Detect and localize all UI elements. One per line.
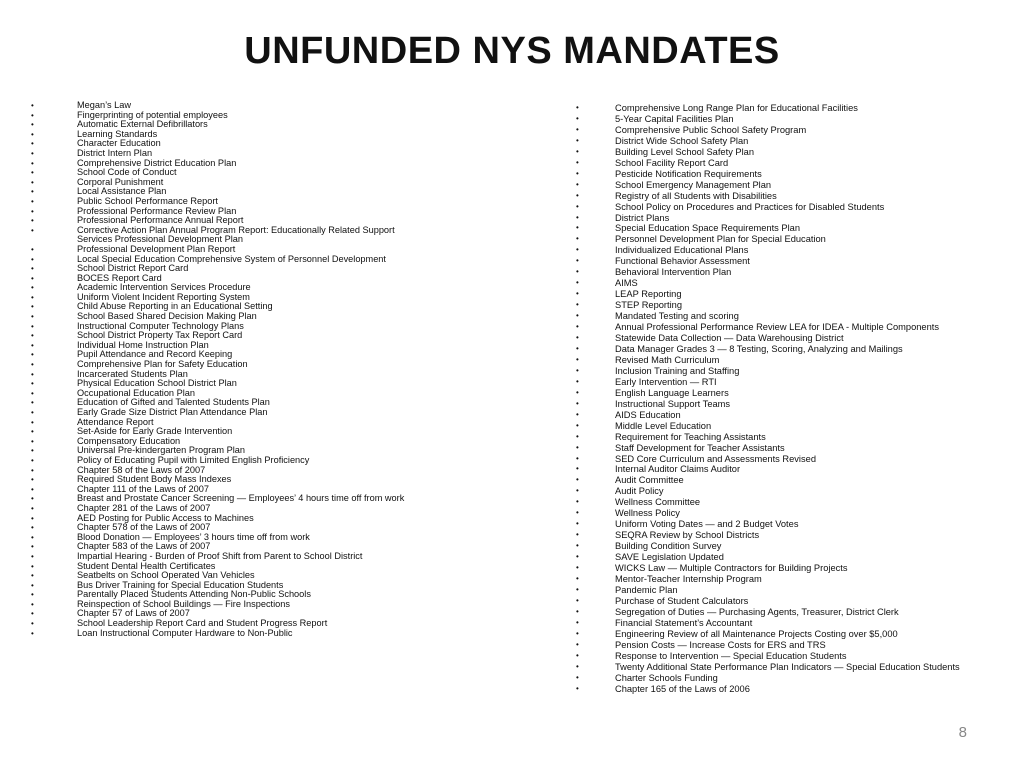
list-item-text: Requirement for Teaching Assistants bbox=[615, 431, 766, 442]
list-item bbox=[576, 245, 1015, 256]
bullet-icon: • bbox=[31, 465, 34, 475]
bullet-icon: • bbox=[31, 523, 34, 533]
list-item-text: Learning Standards bbox=[77, 128, 158, 139]
list-item bbox=[576, 113, 1015, 125]
list-item-text: AIDS Education bbox=[615, 409, 681, 420]
page-number: 8 bbox=[958, 724, 967, 741]
list-item-text: School Facility Report Card bbox=[615, 157, 729, 168]
list-item-text: Occupational Education Plan bbox=[77, 387, 195, 398]
list-item bbox=[576, 333, 1015, 344]
list-item bbox=[576, 453, 1015, 465]
list-item-text: Purchase of Student Calculators bbox=[615, 595, 749, 606]
list-item-text: Chapter 583 of the Laws of 2007 bbox=[77, 541, 211, 552]
list-item-text: Mandated Testing and scoring bbox=[615, 311, 739, 322]
list-item-text: Incarcerated Students Plan bbox=[77, 368, 188, 379]
list-item-text: Chapter 111 of the Laws of 2007 bbox=[77, 483, 209, 494]
bullet-icon: • bbox=[31, 571, 34, 581]
bullet-icon: • bbox=[576, 628, 579, 638]
list-item-text: School District Property Tax Report Card bbox=[77, 330, 243, 341]
bullet-icon: • bbox=[576, 146, 579, 156]
list-item-text: Wellness Committee bbox=[615, 497, 701, 508]
list-item bbox=[576, 267, 1015, 278]
bullet-icon: • bbox=[31, 244, 34, 254]
list-item-text: English Language Learners bbox=[615, 387, 729, 398]
bullet-icon: • bbox=[576, 453, 579, 463]
list-item-text: Uniform Violent Incident Reporting System bbox=[77, 291, 250, 302]
list-item-text: Registry of all Students with Disabilities bbox=[615, 190, 777, 201]
list-item bbox=[576, 135, 1015, 147]
list-item-text: Pandemic Plan bbox=[615, 584, 678, 595]
bullet-icon: • bbox=[31, 206, 34, 216]
bullet-icon: • bbox=[576, 617, 579, 627]
bullet-icon: • bbox=[31, 254, 34, 264]
bullet-icon: • bbox=[31, 292, 34, 302]
bullet-icon: • bbox=[576, 157, 579, 167]
bullet-icon: • bbox=[31, 273, 34, 283]
list-item bbox=[576, 431, 1015, 443]
bullet-icon: • bbox=[576, 354, 579, 364]
list-item-text: Chapter 578 of the Laws of 2007 bbox=[77, 522, 211, 533]
bullet-icon: • bbox=[31, 503, 34, 513]
bullet-icon: • bbox=[31, 551, 34, 561]
bullet-icon: • bbox=[576, 409, 579, 419]
list-item-text: School Policy on Procedures and Practices for Disabled Students bbox=[615, 201, 885, 212]
bullet-icon: • bbox=[31, 542, 34, 552]
list-item-text: Inclusion Training and Staffing bbox=[615, 365, 740, 376]
slide-title: UNFUNDED NYS MANDATES bbox=[244, 30, 780, 72]
list-item-text: BOCES Report Card bbox=[77, 272, 162, 283]
list-item-text: Financial Statement’s Accountant bbox=[615, 617, 753, 628]
list-item bbox=[576, 617, 1015, 629]
bullet-icon: • bbox=[576, 365, 579, 375]
list-item bbox=[576, 639, 1015, 651]
bullet-icon: • bbox=[31, 110, 34, 120]
list-item bbox=[576, 300, 1015, 311]
bullet-icon: • bbox=[31, 196, 34, 206]
bullet-icon: • bbox=[576, 256, 579, 266]
list-item-text: WICKS Law — Multiple Contractors for Building Projects bbox=[615, 563, 848, 574]
bullet-icon: • bbox=[31, 513, 34, 523]
bullet-icon: • bbox=[576, 278, 579, 288]
bullet-icon: • bbox=[576, 267, 579, 277]
bullet-icon: • bbox=[31, 168, 34, 178]
list-item bbox=[576, 234, 1015, 245]
bullet-icon: • bbox=[576, 672, 579, 682]
list-item bbox=[576, 497, 1015, 508]
list-item-text: Chapter 57 of Laws of 2007 bbox=[77, 608, 190, 619]
list-item-text: Personnel Development Plan for Special Education bbox=[615, 234, 826, 245]
list-item-text: Mentor-Teacher Internship Program bbox=[615, 573, 762, 584]
list-item-text: Uniform Voting Dates — and 2 Budget Votes bbox=[615, 519, 799, 530]
list-item bbox=[576, 157, 1015, 169]
list-item bbox=[576, 563, 1015, 574]
list-item-text: STEP Reporting bbox=[615, 300, 683, 311]
list-item bbox=[576, 354, 1015, 366]
list-item-text: Statewide Data Collection — Data Warehousing District bbox=[615, 333, 844, 344]
list-item-text: Corporal Punishment bbox=[77, 176, 164, 187]
list-item-text: Corrective Action Plan Annual Program Report: Educationally Related Support Services Professional Development Plan bbox=[77, 224, 395, 245]
list-item-text: Required Student Body Mass Indexes bbox=[77, 474, 232, 485]
list-item bbox=[576, 442, 1015, 454]
list-item-text: Audit Committee bbox=[615, 475, 684, 486]
bullet-icon: • bbox=[576, 179, 579, 189]
list-item-text: Pupil Attendance and Record Keeping bbox=[77, 349, 233, 360]
bullet-icon: • bbox=[31, 455, 34, 465]
list-item-text: Loan Instructional Computer Hardware to Non-Public bbox=[77, 627, 293, 638]
bullet-icon: • bbox=[576, 639, 579, 649]
list-item-text: Professional Performance Annual Report bbox=[77, 215, 244, 226]
list-item-text: District Wide School Safety Plan bbox=[615, 135, 749, 146]
bullet-icon: • bbox=[31, 283, 34, 293]
bullet-icon: • bbox=[576, 563, 579, 573]
bullet-icon: • bbox=[576, 442, 579, 452]
list-item-text: Parentally Placed Students Attending Non-Public Schools bbox=[77, 589, 311, 600]
bullet-icon: • bbox=[31, 158, 34, 168]
bullet-icon: • bbox=[31, 302, 34, 312]
bullet-icon: • bbox=[576, 552, 579, 562]
list-item-text: District Plans bbox=[615, 212, 670, 223]
bullet-icon: • bbox=[576, 234, 579, 244]
list-item-text: LEAP Reporting bbox=[615, 289, 682, 300]
bullet-icon: • bbox=[576, 190, 579, 200]
list-item bbox=[576, 606, 1015, 618]
list-item bbox=[576, 376, 1015, 388]
list-item-text: Annual Professional Performance Review LEA for IDEA - Multiple Components bbox=[615, 322, 939, 333]
bullet-icon: • bbox=[31, 360, 34, 370]
list-item-text: SEQRA Review by School Districts bbox=[615, 530, 760, 541]
list-item bbox=[576, 683, 1015, 695]
bullet-icon: • bbox=[576, 595, 579, 605]
list-item-text: AIMS bbox=[615, 278, 638, 289]
bullet-icon: • bbox=[31, 331, 34, 341]
list-item-text: Local Assistance Plan bbox=[77, 186, 167, 197]
bullet-icon: • bbox=[576, 387, 579, 397]
bullet-icon: • bbox=[576, 683, 579, 693]
list-item-text: Student Dental Health Certificates bbox=[77, 560, 216, 571]
list-item bbox=[576, 661, 1015, 673]
list-item-text: Special Education Space Requirements Plan bbox=[615, 223, 801, 234]
list-item bbox=[576, 584, 1015, 596]
bullet-icon: • bbox=[576, 464, 579, 474]
list-item-text: Compensatory Education bbox=[77, 435, 181, 446]
bullet-icon: • bbox=[31, 216, 34, 226]
list-item-text: Comprehensive Long Range Plan for Educational Facilities bbox=[615, 103, 858, 113]
left-mandate-list bbox=[31, 100, 477, 638]
list-item bbox=[576, 201, 1015, 213]
list-item-text: Child Abuse Reporting in an Educational Setting bbox=[77, 301, 273, 312]
bullet-icon: • bbox=[576, 376, 579, 386]
list-item-text: Automatic External Defibrillators bbox=[77, 119, 208, 130]
bullet-icon: • bbox=[31, 599, 34, 609]
bullet-icon: • bbox=[31, 187, 34, 197]
bullet-icon: • bbox=[31, 408, 34, 417]
bullet-icon: • bbox=[31, 388, 34, 398]
list-item-text: Instructional Computer Technology Plans bbox=[77, 320, 244, 331]
list-item-text: Engineering Review of all Maintenance Projects Costing over $5,000 bbox=[615, 628, 898, 639]
list-item-text: Early Intervention — RTI bbox=[615, 376, 717, 387]
bullet-icon: • bbox=[576, 343, 579, 353]
list-item bbox=[576, 672, 1015, 684]
list-item-text: School Code of Conduct bbox=[77, 167, 177, 178]
list-item-text: Individual Home Instruction Plan bbox=[77, 339, 209, 350]
list-item bbox=[576, 103, 1015, 114]
bullet-icon: • bbox=[31, 427, 34, 437]
bullet-icon: • bbox=[31, 101, 34, 110]
list-item-text: Functional Behavior Assessment bbox=[615, 256, 750, 267]
list-item bbox=[576, 541, 1015, 552]
list-item-text: Bus Driver Training for Special Education Students bbox=[77, 579, 284, 590]
list-item-text: Fingerprinting of potential employees bbox=[77, 109, 228, 120]
bullet-icon: • bbox=[576, 497, 579, 507]
list-item-text: Comprehensive Plan for Safety Education bbox=[77, 359, 248, 370]
bullet-icon: • bbox=[576, 541, 579, 551]
list-item bbox=[576, 146, 1015, 158]
list-item bbox=[576, 650, 1015, 662]
bullet-icon: • bbox=[576, 661, 579, 671]
bullet-icon: • bbox=[31, 398, 34, 408]
bullet-icon: • bbox=[31, 379, 34, 389]
bullet-icon: • bbox=[31, 340, 34, 350]
bullet-icon: • bbox=[31, 321, 34, 331]
list-item-text: Professional Performance Review Plan bbox=[77, 205, 237, 216]
list-item bbox=[576, 552, 1015, 563]
list-item-text: AED Posting for Public Access to Machines bbox=[77, 512, 254, 523]
bullet-icon: • bbox=[576, 530, 579, 540]
list-item-text: Internal Auditor Claims Auditor bbox=[615, 464, 741, 475]
bullet-icon: • bbox=[31, 609, 34, 619]
list-item bbox=[576, 530, 1015, 541]
bullet-icon: • bbox=[31, 590, 34, 600]
list-item bbox=[576, 508, 1015, 519]
bullet-icon: • bbox=[576, 508, 579, 518]
list-item-text: Wellness Policy bbox=[615, 508, 680, 519]
list-item bbox=[576, 475, 1015, 486]
list-item bbox=[576, 190, 1015, 202]
list-item-text: School District Report Card bbox=[77, 263, 189, 274]
list-item-text: Academic Intervention Services Procedure bbox=[77, 282, 251, 293]
bullet-icon: • bbox=[31, 532, 34, 542]
list-item bbox=[576, 278, 1015, 289]
bullet-icon: • bbox=[31, 475, 34, 485]
bullet-icon: • bbox=[31, 436, 34, 446]
bullet-icon: • bbox=[576, 124, 579, 134]
bullet-icon: • bbox=[576, 398, 579, 408]
list-item-text: Instructional Support Teams bbox=[615, 398, 731, 409]
bullet-icon: • bbox=[576, 135, 579, 145]
list-item-text: Education of Gifted and Talented Students Plan bbox=[77, 397, 270, 408]
list-item-text: Charter Schools Funding bbox=[615, 672, 718, 683]
list-item-text: Revised Math Curriculum bbox=[615, 354, 720, 365]
bullet-icon: • bbox=[576, 311, 579, 321]
list-item-text: Impartial Hearing - Burden of Proof Shift from Parent to School District bbox=[77, 550, 363, 561]
list-item-text: Pesticide Notification Requirements bbox=[615, 168, 762, 179]
bullet-icon: • bbox=[576, 223, 579, 233]
list-item-text: Set-Aside for Early Grade Intervention bbox=[77, 426, 233, 437]
list-item bbox=[576, 212, 1015, 224]
list-item bbox=[576, 573, 1015, 585]
list-item bbox=[576, 311, 1015, 322]
bullet-icon: • bbox=[576, 486, 579, 496]
bullet-icon: • bbox=[576, 245, 579, 255]
list-item-text: Audit Policy bbox=[615, 486, 664, 497]
list-item-text: Megan’s Law bbox=[77, 100, 131, 110]
list-item-text: Seatbelts on School Operated Van Vehicles bbox=[77, 570, 255, 581]
bullet-icon: • bbox=[31, 494, 34, 504]
list-item bbox=[576, 486, 1015, 497]
list-item bbox=[576, 168, 1015, 180]
list-item bbox=[576, 398, 1015, 410]
list-item-text: Attendance Report bbox=[77, 416, 154, 427]
list-item-text: Middle Level Education bbox=[615, 420, 712, 431]
list-item bbox=[576, 464, 1015, 475]
bullet-icon: • bbox=[31, 120, 34, 130]
bullet-icon: • bbox=[31, 446, 34, 456]
bullet-icon: • bbox=[31, 628, 34, 638]
list-item-text: School Leadership Report Card and Student Progress Report bbox=[77, 618, 328, 629]
list-item-text: Policy of Educating Pupil with Limited English Proficiency bbox=[77, 454, 310, 465]
list-item-text: Segregation of Duties — Purchasing Agents, Treasurer, District Clerk bbox=[615, 606, 899, 617]
list-item bbox=[576, 179, 1015, 191]
list-item-text: Chapter 165 of the Laws of 2006 bbox=[615, 683, 750, 694]
bullet-icon: • bbox=[31, 264, 34, 274]
list-item bbox=[576, 519, 1015, 530]
bullet-icon: • bbox=[31, 177, 34, 187]
list-item-text: Pension Costs — Increase Costs for ERS and TRS bbox=[615, 639, 826, 650]
list-item bbox=[576, 256, 1015, 267]
list-item-text: Data Manager Grades 3 — 8 Testing, Scoring, Analyzing and Mailings bbox=[615, 343, 903, 354]
list-item bbox=[576, 595, 1015, 607]
list-item bbox=[31, 627, 477, 639]
list-item-text: District Intern Plan bbox=[77, 147, 153, 158]
list-item-text: SED Core Curriculum and Assessments Revised bbox=[615, 453, 816, 464]
bullet-icon: • bbox=[31, 561, 34, 571]
bullet-icon: • bbox=[31, 350, 34, 360]
list-item-text: Twenty Additional State Performance Plan Indicators — Special Education Students bbox=[615, 661, 960, 672]
bullet-icon: • bbox=[576, 300, 579, 310]
bullet-icon: • bbox=[576, 606, 579, 616]
bullet-icon: • bbox=[576, 431, 579, 441]
list-item-text: Comprehensive Public School Safety Program bbox=[615, 124, 807, 135]
list-item-text: Physical Education School District Plan bbox=[77, 378, 237, 389]
list-item-text: Individualized Educational Plans bbox=[615, 245, 749, 256]
list-item-text: Early Grade Size District Plan Attendance Plan bbox=[77, 407, 268, 417]
bullet-icon: • bbox=[576, 113, 579, 123]
bullet-icon: • bbox=[31, 580, 34, 590]
bullet-icon: • bbox=[31, 484, 34, 494]
list-item-text: Reinspection of School Buildings — Fire Inspections bbox=[77, 598, 290, 609]
list-item-text: Public School Performance Report bbox=[77, 195, 218, 206]
bullet-icon: • bbox=[576, 322, 579, 332]
bullet-icon: • bbox=[576, 289, 579, 299]
bullet-icon: • bbox=[31, 129, 34, 139]
list-item-text: Comprehensive District Education Plan bbox=[77, 157, 237, 168]
list-item-text: Blood Donation — Employees’ 3 hours time off from work bbox=[77, 531, 310, 542]
list-item-text: Chapter 58 of the Laws of 2007 bbox=[77, 464, 206, 475]
list-item bbox=[576, 409, 1015, 421]
list-item-text: 5-Year Capital Facilities Plan bbox=[615, 113, 734, 124]
list-item-text: Building Condition Survey bbox=[615, 541, 722, 552]
bullet-icon: • bbox=[31, 225, 34, 235]
bullet-icon: • bbox=[576, 650, 579, 660]
list-item bbox=[576, 322, 1015, 333]
bullet-icon: • bbox=[31, 369, 34, 379]
right-mandate-list bbox=[576, 103, 1015, 694]
bullet-icon: • bbox=[576, 573, 579, 583]
list-item bbox=[576, 365, 1015, 377]
list-item bbox=[576, 387, 1015, 399]
list-item bbox=[576, 628, 1015, 640]
list-item bbox=[576, 289, 1015, 300]
list-item-text: Behavioral Intervention Plan bbox=[615, 267, 732, 278]
list-item-text: Local Special Education Comprehensive System of Personnel Development bbox=[77, 253, 386, 264]
list-item-text: Professional Development Plan Report bbox=[77, 243, 236, 254]
list-item bbox=[576, 223, 1015, 234]
list-item-text: Chapter 281 of the Laws of 2007 bbox=[77, 502, 211, 513]
bullet-icon: • bbox=[576, 212, 579, 222]
bullet-icon: • bbox=[31, 417, 34, 427]
bullet-icon: • bbox=[576, 333, 579, 343]
bullet-icon: • bbox=[576, 103, 579, 112]
list-item bbox=[31, 224, 477, 245]
list-item-text: Character Education bbox=[77, 138, 161, 149]
list-item-text: Building Level School Safety Plan bbox=[615, 146, 755, 157]
list-item-text: Breast and Prostate Cancer Screening — Employees’ 4 hours time off from work bbox=[77, 493, 405, 504]
list-item-text: SAVE Legislation Updated bbox=[615, 552, 724, 563]
bullet-icon: • bbox=[576, 168, 579, 178]
bullet-icon: • bbox=[31, 148, 34, 158]
bullet-icon: • bbox=[31, 312, 34, 322]
bullet-icon: • bbox=[576, 420, 579, 430]
list-item-text: Response to Intervention — Special Education Students bbox=[615, 650, 847, 661]
list-item-text: School Emergency Management Plan bbox=[615, 179, 772, 190]
list-item-text: Staff Development for Teacher Assistants bbox=[615, 442, 785, 453]
bullet-icon: • bbox=[576, 519, 579, 529]
list-item-text: Universal Pre-kindergarten Program Plan bbox=[77, 445, 245, 456]
list-item bbox=[576, 343, 1015, 355]
list-item-text: School Based Shared Decision Making Plan bbox=[77, 311, 257, 322]
list-item bbox=[576, 124, 1015, 136]
bullet-icon: • bbox=[576, 201, 579, 211]
bullet-icon: • bbox=[576, 584, 579, 594]
list-item bbox=[576, 420, 1015, 432]
bullet-icon: • bbox=[31, 139, 34, 149]
bullet-icon: • bbox=[31, 619, 34, 629]
bullet-icon: • bbox=[576, 475, 579, 485]
